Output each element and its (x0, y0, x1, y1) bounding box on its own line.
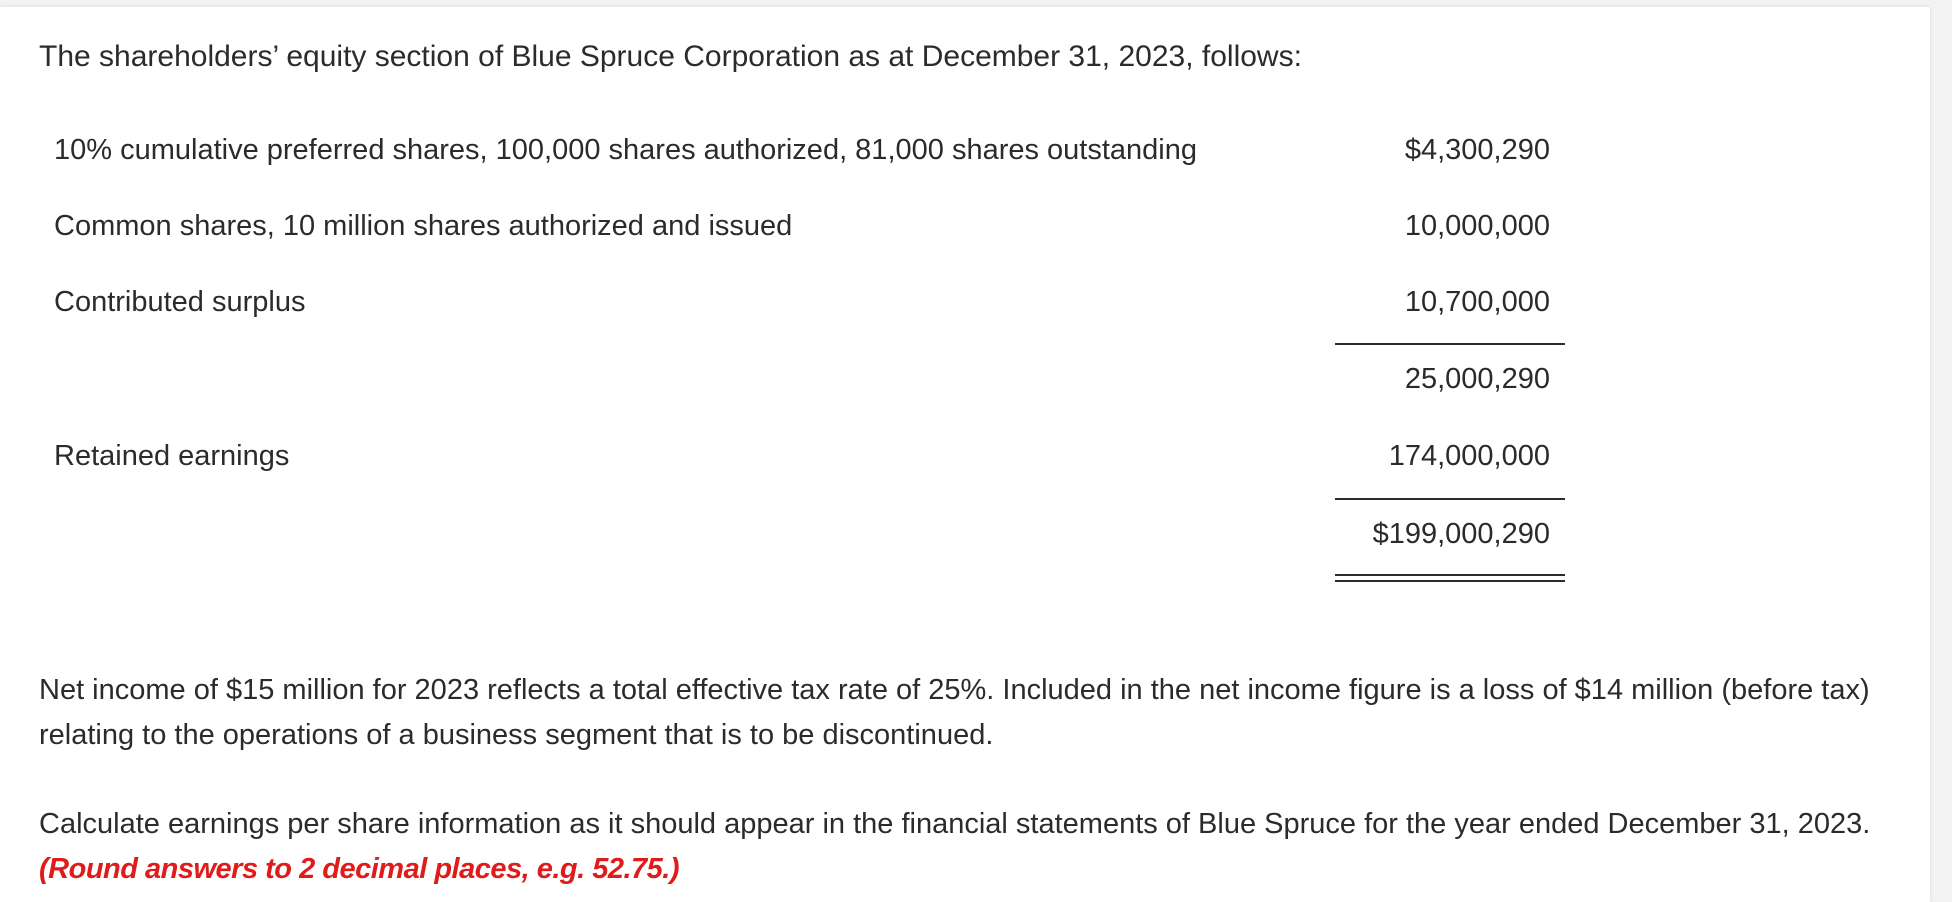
intro-text: The shareholders’ equity section of Blue Spruce Corporation as at December 31, 2023, follows: (39, 40, 1302, 73)
equity-row-label: 10% cumulative preferred shares, 100,000 shares authorized, 81,000 shares outstanding (54, 134, 1197, 166)
total-double-rule (1335, 574, 1565, 582)
question-card (0, 7, 1930, 902)
equity-row-amount: 10,700,000 (1404, 286, 1550, 318)
equity-row-label: Retained earnings (54, 440, 290, 472)
total-amount: $199,000,290 (1372, 518, 1550, 550)
equity-row-label: Contributed surplus (54, 286, 306, 318)
net-income-paragraph: Net income of $15 million for 2023 reflects a total effective tax rate of 25%. Included in the net income figure is a loss of $14 million (before tax) relating to the operations of a business segment that is to be discontinued. (39, 674, 1870, 751)
equity-row-amount: 10,000,000 (1404, 210, 1550, 242)
equity-table (0, 7, 1930, 607)
subtotal-amount: 25,000,290 (1404, 363, 1550, 395)
equity-row-amount: 174,000,000 (1388, 440, 1550, 472)
instruction-paragraph (39, 802, 1899, 892)
equity-row-label: Common shares, 10 million shares authorized and issued (54, 210, 793, 242)
subtotal-rule (1335, 343, 1565, 345)
equity-row-amount: $4,300,290 (1404, 134, 1550, 166)
rounding-note: (Round answers to 2 decimal places, e.g. 52.75.) (39, 853, 680, 885)
total-rule (1335, 498, 1565, 500)
instruction-text: Calculate earnings per share information as it should appear in the financial statements of Blue Spruce for the year ended December 31, 2023. (39, 808, 1871, 840)
